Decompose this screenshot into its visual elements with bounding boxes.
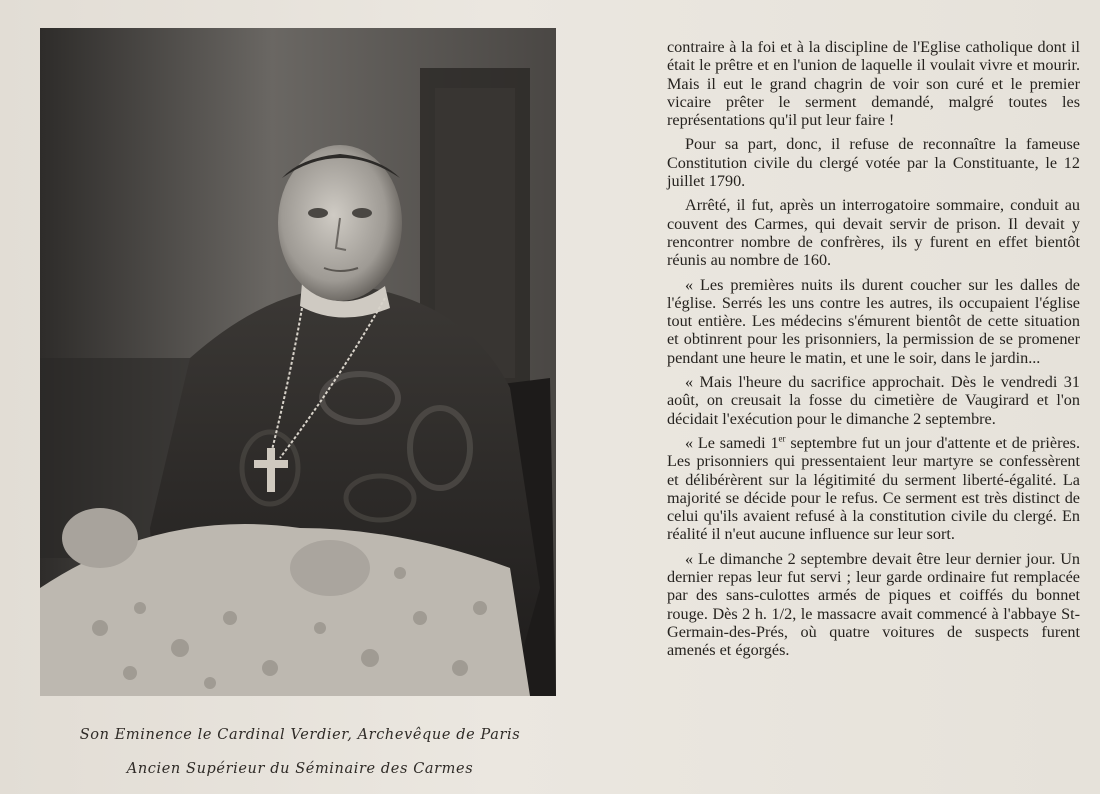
paragraph-arrest: Arrêté, il fut, après un interrogatoire sommaire, conduit au couvent des Carmes, qui devait servir de prison. Il devait y rencontrer nombre de confrères, ils y furent en effet bientôt réunis au nombre de 160.: [667, 196, 1080, 270]
paragraph-continuation: contraire à la foi et à la discipline de l'Eglise catholique dont il était le prêtre et en l'union de laquelle il voulait vivre et mourir. Mais il eut le grand chagrin de voir son curé et le premier vicaire prêter le serment demandé, malgré toutes les représentations qu'il put leur faire !: [667, 38, 1080, 130]
portrait-image: [40, 28, 556, 696]
photo-caption-line-1: Son Eminence le Cardinal Verdier, Archevêque de Paris: [79, 727, 521, 743]
portrait-photograph: [40, 28, 556, 696]
ordinal-superscript: er: [778, 433, 786, 444]
text-column: [667, 38, 1080, 666]
photo-caption-line-2: Ancien Supérieur du Séminaire des Carmes: [126, 761, 474, 777]
saturday-text-start: « Le samedi 1: [685, 433, 779, 452]
paragraph-first-nights: « Les premières nuits ils durent coucher sur les dalles de l'église. Serrés les uns contre les autres, ils occupaient l'église tout entière. Les médecins s'émurent bientôt de cette situation et obtinrent pour les prisonniers, la permission de se promener pendant une heure le matin, et une le soir, dans le jardin...: [667, 275, 1080, 367]
paragraph-sunday: « Le dimanche 2 septembre devait être leur dernier jour. Un dernier repas leur fut servi ; leur garde ordinaire fut remplacée par des sans-culottes armés de piques et coiffés du bonnet rouge. Dès 2 h. 1/2, le massacre avait commencé à l'abbaye St-Germain-des-Prés, où quatre voitures de suspects furent amenés et égorgés.: [667, 549, 1080, 660]
saturday-text-rest: septembre fut un jour d'attente et de prières. Les prisonniers qui pressentaient leur martyre se confessèrent et délibérèrent sur la légitimité du serment liberté-égalité. La majorité se décide pour le refus. Ce serment est très distinct de celui qu'ils avaient refusé à la constitution civile du clergé. En réalité il n'eut aucune influence sur leur sort.: [667, 433, 1080, 544]
paragraph-sacrifice: « Mais l'heure du sacrifice approchait. Dès le vendredi 31 août, on creusait la fosse du cimetière de Vaugirard et l'on décidait l'exécution pour le dimanche 2 septembre.: [667, 373, 1080, 428]
paragraph-refusal: Pour sa part, donc, il refuse de reconnaître la fameuse Constitution civile du clergé votée par la Constituante, le 12 juillet 1790.: [667, 135, 1080, 191]
paragraph-saturday: [667, 434, 1080, 544]
